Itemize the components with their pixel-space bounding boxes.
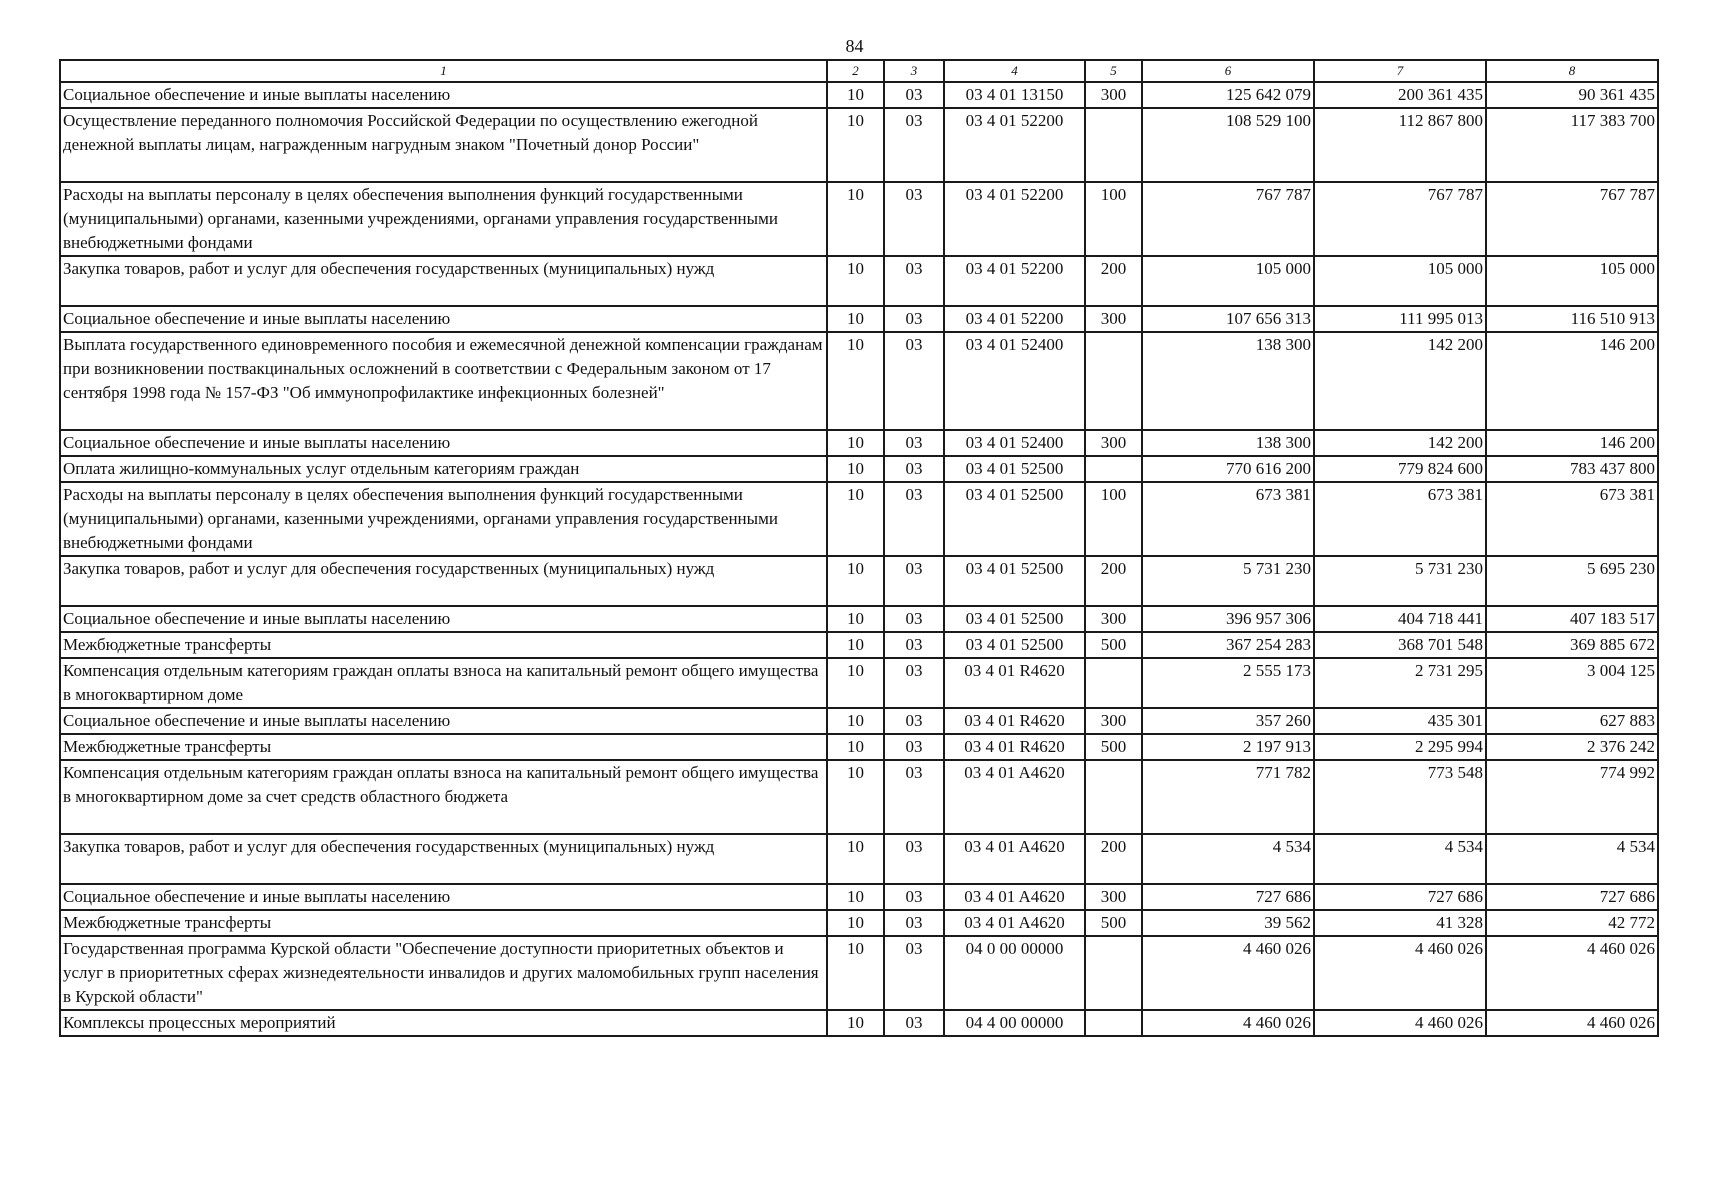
table-header xyxy=(60,60,1658,82)
expense-type-cell: 100 xyxy=(1085,482,1142,556)
amount-col8-cell: 146 200 xyxy=(1486,332,1658,430)
amount-col7-cell: 779 824 600 xyxy=(1314,456,1486,482)
amount-col7-cell: 727 686 xyxy=(1314,884,1486,910)
subsection-code-cell: 03 xyxy=(884,708,944,734)
row-name-cell: Закупка товаров, работ и услуг для обеспечения государственных (муниципальных) нужд xyxy=(60,256,827,306)
subsection-code-cell: 03 xyxy=(884,556,944,606)
target-article-cell: 04 4 00 00000 xyxy=(944,1010,1085,1036)
amount-col8-cell: 42 772 xyxy=(1486,910,1658,936)
subsection-code-cell: 03 xyxy=(884,632,944,658)
column-header-4: 4 xyxy=(944,60,1085,82)
amount-col7-cell: 41 328 xyxy=(1314,910,1486,936)
amount-col6-cell: 138 300 xyxy=(1142,332,1314,430)
row-name-cell: Закупка товаров, работ и услуг для обеспечения государственных (муниципальных) нужд xyxy=(60,556,827,606)
amount-col6-cell: 107 656 313 xyxy=(1142,306,1314,332)
table-row xyxy=(60,834,1658,884)
expense-type-cell xyxy=(1085,1010,1142,1036)
target-article-cell: 03 4 01 52200 xyxy=(944,306,1085,332)
amount-col7-cell: 111 995 013 xyxy=(1314,306,1486,332)
section-code-cell: 10 xyxy=(827,734,884,760)
amount-col8-cell: 105 000 xyxy=(1486,256,1658,306)
column-header-7: 7 xyxy=(1314,60,1486,82)
target-article-cell: 03 4 01 52400 xyxy=(944,332,1085,430)
table-row xyxy=(60,256,1658,306)
target-article-cell: 03 4 01 52500 xyxy=(944,482,1085,556)
amount-col6-cell: 108 529 100 xyxy=(1142,108,1314,182)
table-row xyxy=(60,556,1658,606)
subsection-code-cell: 03 xyxy=(884,936,944,1010)
amount-col6-cell: 767 787 xyxy=(1142,182,1314,256)
amount-col6-cell: 2 197 913 xyxy=(1142,734,1314,760)
amount-col8-cell: 4 460 026 xyxy=(1486,936,1658,1010)
target-article-cell: 03 4 01 52500 xyxy=(944,456,1085,482)
amount-col6-cell: 727 686 xyxy=(1142,884,1314,910)
row-name-cell: Закупка товаров, работ и услуг для обеспечения государственных (муниципальных) нужд xyxy=(60,834,827,884)
amount-col6-cell: 2 555 173 xyxy=(1142,658,1314,708)
expense-type-cell: 500 xyxy=(1085,734,1142,760)
subsection-code-cell: 03 xyxy=(884,606,944,632)
subsection-code-cell: 03 xyxy=(884,1010,944,1036)
expense-type-cell: 300 xyxy=(1085,606,1142,632)
amount-col7-cell: 368 701 548 xyxy=(1314,632,1486,658)
amount-col6-cell: 125 642 079 xyxy=(1142,82,1314,108)
section-code-cell: 10 xyxy=(827,182,884,256)
row-name-cell: Социальное обеспечение и иные выплаты населению xyxy=(60,82,827,108)
amount-col8-cell: 767 787 xyxy=(1486,182,1658,256)
target-article-cell: 03 4 01 A4620 xyxy=(944,910,1085,936)
target-article-cell: 03 4 01 52200 xyxy=(944,182,1085,256)
amount-col7-cell: 112 867 800 xyxy=(1314,108,1486,182)
subsection-code-cell: 03 xyxy=(884,734,944,760)
column-header-8: 8 xyxy=(1486,60,1658,82)
section-code-cell: 10 xyxy=(827,760,884,834)
amount-col8-cell: 673 381 xyxy=(1486,482,1658,556)
target-article-cell: 03 4 01 R4620 xyxy=(944,708,1085,734)
expense-type-cell xyxy=(1085,108,1142,182)
table-row xyxy=(60,910,1658,936)
section-code-cell: 10 xyxy=(827,910,884,936)
expense-type-cell: 200 xyxy=(1085,556,1142,606)
target-article-cell: 03 4 01 52200 xyxy=(944,256,1085,306)
table-row xyxy=(60,884,1658,910)
amount-col8-cell: 627 883 xyxy=(1486,708,1658,734)
amount-col8-cell: 774 992 xyxy=(1486,760,1658,834)
expense-type-cell xyxy=(1085,332,1142,430)
row-name-cell: Межбюджетные трансферты xyxy=(60,734,827,760)
subsection-code-cell: 03 xyxy=(884,884,944,910)
amount-col6-cell: 771 782 xyxy=(1142,760,1314,834)
target-article-cell: 03 4 01 A4620 xyxy=(944,760,1085,834)
amount-col6-cell: 39 562 xyxy=(1142,910,1314,936)
target-article-cell: 03 4 01 R4620 xyxy=(944,734,1085,760)
header-row xyxy=(60,60,1658,82)
amount-col6-cell: 5 731 230 xyxy=(1142,556,1314,606)
amount-col8-cell: 5 695 230 xyxy=(1486,556,1658,606)
expense-type-cell xyxy=(1085,936,1142,1010)
row-name-cell: Социальное обеспечение и иные выплаты населению xyxy=(60,708,827,734)
table-row xyxy=(60,332,1658,430)
amount-col8-cell: 369 885 672 xyxy=(1486,632,1658,658)
amount-col7-cell: 2 731 295 xyxy=(1314,658,1486,708)
amount-col6-cell: 367 254 283 xyxy=(1142,632,1314,658)
table-row xyxy=(60,482,1658,556)
expense-type-cell: 100 xyxy=(1085,182,1142,256)
table-row xyxy=(60,658,1658,708)
amount-col6-cell: 673 381 xyxy=(1142,482,1314,556)
row-name-cell: Осуществление переданного полномочия Российской Федерации по осуществлению ежегодной денежной выплаты лицам, награжденным нагрудным знаком "Почетный донор России" xyxy=(60,108,827,182)
section-code-cell: 10 xyxy=(827,256,884,306)
table-row xyxy=(60,108,1658,182)
table-row xyxy=(60,182,1658,256)
column-header-3: 3 xyxy=(884,60,944,82)
target-article-cell: 04 0 00 00000 xyxy=(944,936,1085,1010)
table-row xyxy=(60,430,1658,456)
table-row xyxy=(60,708,1658,734)
amount-col7-cell: 404 718 441 xyxy=(1314,606,1486,632)
amount-col7-cell: 2 295 994 xyxy=(1314,734,1486,760)
section-code-cell: 10 xyxy=(827,306,884,332)
amount-col7-cell: 105 000 xyxy=(1314,256,1486,306)
section-code-cell: 10 xyxy=(827,632,884,658)
section-code-cell: 10 xyxy=(827,884,884,910)
section-code-cell: 10 xyxy=(827,936,884,1010)
column-header-6: 6 xyxy=(1142,60,1314,82)
amount-col8-cell: 116 510 913 xyxy=(1486,306,1658,332)
section-code-cell: 10 xyxy=(827,82,884,108)
target-article-cell: 03 4 01 52500 xyxy=(944,632,1085,658)
row-name-cell: Комплексы процессных мероприятий xyxy=(60,1010,827,1036)
table-body xyxy=(60,82,1658,1036)
subsection-code-cell: 03 xyxy=(884,332,944,430)
amount-col7-cell: 4 460 026 xyxy=(1314,1010,1486,1036)
subsection-code-cell: 03 xyxy=(884,910,944,936)
section-code-cell: 10 xyxy=(827,708,884,734)
table-row xyxy=(60,760,1658,834)
row-name-cell: Расходы на выплаты персоналу в целях обеспечения выполнения функций государственными (муниципальными) органами, казенными учреждениями, органами управления государственными внебюджетными фондами xyxy=(60,482,827,556)
amount-col8-cell: 727 686 xyxy=(1486,884,1658,910)
amount-col6-cell: 4 460 026 xyxy=(1142,1010,1314,1036)
expense-type-cell: 300 xyxy=(1085,82,1142,108)
subsection-code-cell: 03 xyxy=(884,658,944,708)
budget-table xyxy=(59,59,1659,1037)
subsection-code-cell: 03 xyxy=(884,306,944,332)
table-row xyxy=(60,456,1658,482)
expense-type-cell xyxy=(1085,658,1142,708)
subsection-code-cell: 03 xyxy=(884,256,944,306)
table-row xyxy=(60,606,1658,632)
target-article-cell: 03 4 01 52500 xyxy=(944,606,1085,632)
expense-type-cell xyxy=(1085,760,1142,834)
amount-col8-cell: 90 361 435 xyxy=(1486,82,1658,108)
row-name-cell: Социальное обеспечение и иные выплаты населению xyxy=(60,306,827,332)
amount-col6-cell: 105 000 xyxy=(1142,256,1314,306)
row-name-cell: Выплата государственного единовременного пособия и ежемесячной денежной компенсации гражданам при возникновении поствакцинальных осложнений в соответствии с Федеральным законом от 17 сентября 1998 года № 157-ФЗ "Об иммунопрофилактике инфекционных болезней" xyxy=(60,332,827,430)
amount-col7-cell: 5 731 230 xyxy=(1314,556,1486,606)
target-article-cell: 03 4 01 52200 xyxy=(944,108,1085,182)
section-code-cell: 10 xyxy=(827,456,884,482)
subsection-code-cell: 03 xyxy=(884,430,944,456)
expense-type-cell: 300 xyxy=(1085,708,1142,734)
table-row xyxy=(60,632,1658,658)
amount-col8-cell: 783 437 800 xyxy=(1486,456,1658,482)
section-code-cell: 10 xyxy=(827,430,884,456)
target-article-cell: 03 4 01 A4620 xyxy=(944,884,1085,910)
expense-type-cell: 300 xyxy=(1085,430,1142,456)
table-row xyxy=(60,1010,1658,1036)
row-name-cell: Расходы на выплаты персоналу в целях обеспечения выполнения функций государственными (муниципальными) органами, казенными учреждениями, органами управления государственными внебюджетными фондами xyxy=(60,182,827,256)
target-article-cell: 03 4 01 A4620 xyxy=(944,834,1085,884)
expense-type-cell: 500 xyxy=(1085,632,1142,658)
subsection-code-cell: 03 xyxy=(884,82,944,108)
amount-col6-cell: 138 300 xyxy=(1142,430,1314,456)
row-name-cell: Компенсация отдельным категориям граждан оплаты взноса на капитальный ремонт общего имущества в многоквартирном доме за счет средств областного бюджета xyxy=(60,760,827,834)
section-code-cell: 10 xyxy=(827,834,884,884)
subsection-code-cell: 03 xyxy=(884,456,944,482)
section-code-cell: 10 xyxy=(827,658,884,708)
amount-col8-cell: 4 534 xyxy=(1486,834,1658,884)
amount-col6-cell: 396 957 306 xyxy=(1142,606,1314,632)
column-header-1: 1 xyxy=(60,60,827,82)
amount-col6-cell: 357 260 xyxy=(1142,708,1314,734)
section-code-cell: 10 xyxy=(827,108,884,182)
amount-col7-cell: 142 200 xyxy=(1314,430,1486,456)
amount-col8-cell: 4 460 026 xyxy=(1486,1010,1658,1036)
expense-type-cell: 300 xyxy=(1085,884,1142,910)
table-row xyxy=(60,734,1658,760)
expense-type-cell: 500 xyxy=(1085,910,1142,936)
subsection-code-cell: 03 xyxy=(884,760,944,834)
amount-col6-cell: 4 534 xyxy=(1142,834,1314,884)
amount-col8-cell: 407 183 517 xyxy=(1486,606,1658,632)
amount-col7-cell: 200 361 435 xyxy=(1314,82,1486,108)
amount-col7-cell: 673 381 xyxy=(1314,482,1486,556)
page-number: 84 xyxy=(845,36,864,56)
amount-col7-cell: 4 534 xyxy=(1314,834,1486,884)
expense-type-cell: 200 xyxy=(1085,834,1142,884)
row-name-cell: Государственная программа Курской области "Обеспечение доступности приоритетных объектов и услуг в приоритетных сферах жизнедеятельности инвалидов и других маломобильных групп населения в Курской области" xyxy=(60,936,827,1010)
column-header-5: 5 xyxy=(1085,60,1142,82)
section-code-cell: 10 xyxy=(827,556,884,606)
target-article-cell: 03 4 01 52400 xyxy=(944,430,1085,456)
subsection-code-cell: 03 xyxy=(884,834,944,884)
amount-col6-cell: 4 460 026 xyxy=(1142,936,1314,1010)
table-row xyxy=(60,82,1658,108)
section-code-cell: 10 xyxy=(827,1010,884,1036)
table-row xyxy=(60,306,1658,332)
column-header-2: 2 xyxy=(827,60,884,82)
subsection-code-cell: 03 xyxy=(884,108,944,182)
target-article-cell: 03 4 01 52500 xyxy=(944,556,1085,606)
row-name-cell: Социальное обеспечение и иные выплаты населению xyxy=(60,884,827,910)
amount-col7-cell: 773 548 xyxy=(1314,760,1486,834)
expense-type-cell: 200 xyxy=(1085,256,1142,306)
table-row xyxy=(60,936,1658,1010)
row-name-cell: Социальное обеспечение и иные выплаты населению xyxy=(60,606,827,632)
subsection-code-cell: 03 xyxy=(884,482,944,556)
amount-col8-cell: 146 200 xyxy=(1486,430,1658,456)
expense-type-cell xyxy=(1085,456,1142,482)
section-code-cell: 10 xyxy=(827,606,884,632)
target-article-cell: 03 4 01 13150 xyxy=(944,82,1085,108)
row-name-cell: Компенсация отдельным категориям граждан оплаты взноса на капитальный ремонт общего имущества в многоквартирном доме xyxy=(60,658,827,708)
amount-col8-cell: 2 376 242 xyxy=(1486,734,1658,760)
expense-type-cell: 300 xyxy=(1085,306,1142,332)
amount-col7-cell: 435 301 xyxy=(1314,708,1486,734)
amount-col7-cell: 4 460 026 xyxy=(1314,936,1486,1010)
amount-col7-cell: 767 787 xyxy=(1314,182,1486,256)
row-name-cell: Межбюджетные трансферты xyxy=(60,910,827,936)
row-name-cell: Социальное обеспечение и иные выплаты населению xyxy=(60,430,827,456)
row-name-cell: Межбюджетные трансферты xyxy=(60,632,827,658)
subsection-code-cell: 03 xyxy=(884,182,944,256)
row-name-cell: Оплата жилищно-коммунальных услуг отдельным категориям граждан xyxy=(60,456,827,482)
amount-col7-cell: 142 200 xyxy=(1314,332,1486,430)
target-article-cell: 03 4 01 R4620 xyxy=(944,658,1085,708)
amount-col8-cell: 117 383 700 xyxy=(1486,108,1658,182)
section-code-cell: 10 xyxy=(827,482,884,556)
amount-col8-cell: 3 004 125 xyxy=(1486,658,1658,708)
section-code-cell: 10 xyxy=(827,332,884,430)
amount-col6-cell: 770 616 200 xyxy=(1142,456,1314,482)
